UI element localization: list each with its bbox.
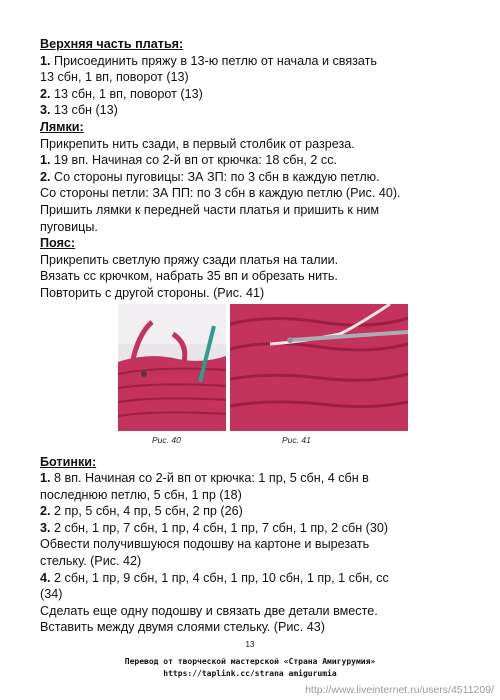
step-text: 13 сбн, 1 вп, поворот (13)	[40, 70, 189, 85]
text-line	[40, 202, 470, 219]
text-line	[40, 152, 470, 169]
step-text: Сделать еще одну подошву и связать две детали вместе.	[40, 603, 378, 618]
step-text: стельку. (Рис. 42)	[40, 554, 142, 569]
step-text: Пришить лямки к передней части платья и пришить к ним	[40, 202, 380, 217]
section-title: Ботинки:	[40, 454, 97, 469]
section-top	[40, 36, 470, 119]
step-number: 4.	[40, 570, 51, 585]
step-text: 19 вп. Начиная со 2-й вп от крючка: 18 сбн, 2 сс.	[50, 153, 337, 168]
figure-40-caption: Рис. 40	[152, 434, 181, 445]
step-number: 2.	[40, 86, 51, 101]
text-line	[40, 553, 470, 570]
figure-41-photo	[230, 304, 408, 431]
text-line	[40, 470, 470, 487]
step-number: 3.	[40, 520, 51, 535]
section-boots	[40, 454, 470, 637]
step-number: 1.	[40, 153, 51, 168]
text-line	[40, 185, 470, 202]
page-number: 13	[245, 640, 255, 649]
section-lines	[40, 252, 470, 302]
text-line	[40, 169, 470, 186]
text-line	[40, 536, 470, 553]
step-number: 2.	[40, 169, 51, 184]
text-line	[40, 570, 470, 587]
step-text: последнюю петлю, 5 сбн, 1 пр (18)	[40, 487, 242, 502]
text-line	[40, 86, 470, 103]
section-title: Лямки:	[40, 119, 84, 134]
step-text: Со стороны петли: ЗА ПП: по 3 сбн в каждую петлю (Рис. 40).	[40, 186, 401, 201]
text-line	[40, 53, 470, 70]
footer-credit: Перевод от творческой мастерской «Страна Амигурумия»	[124, 657, 376, 666]
section-lines	[40, 470, 470, 636]
text-line	[40, 487, 470, 504]
footer-link[interactable]: https://taplink.cc/strana amigurumia	[163, 669, 337, 678]
text-line	[40, 252, 470, 269]
watermark-url: http://www.liveinternet.ru/users/4511209/	[305, 684, 494, 696]
text-line	[40, 619, 470, 636]
step-text: 2 пр, 5 сбн, 4 пр, 5 сбн, 2 пр (26)	[50, 504, 243, 519]
step-text: Вязать сс крючком, набрать 35 вп и обрезать нить.	[40, 269, 338, 284]
step-text: Со стороны пуговицы: ЗА ЗП: по 3 сбн в каждую петлю.	[50, 169, 380, 184]
text-line	[40, 69, 470, 86]
section-lines	[40, 136, 470, 236]
step-number: 1.	[40, 471, 51, 486]
step-text: Прикрепить светлую пряжу сзади платья на талии.	[40, 252, 339, 267]
step-text: Прикрепить нить сзади, в первый столбик от разреза.	[40, 136, 355, 151]
step-text: (34)	[40, 587, 63, 602]
text-line	[40, 520, 470, 537]
section-title: Пояс:	[40, 236, 76, 251]
section-lines	[40, 53, 470, 119]
step-text: 2 сбн, 1 пр, 9 сбн, 1 пр, 4 сбн, 1 пр, 10 сбн, 1 пр, 1 сбн, сс	[50, 570, 389, 585]
text-line	[40, 586, 470, 603]
figure-40-photo	[118, 304, 226, 431]
step-text: Присоединить пряжу в 13-ю петлю от начала и связать	[50, 53, 377, 68]
text-line	[40, 603, 470, 620]
step-number: 3.	[40, 103, 51, 118]
step-text: Повторить с другой стороны. (Рис. 41)	[40, 285, 265, 300]
step-text: 2 сбн, 1 пр, 7 сбн, 1 пр, 4 сбн, 1 пр, 7 сбн, 1 пр, 2 сбн (30)	[50, 520, 389, 535]
step-text: пуговицы.	[40, 219, 98, 234]
section-straps	[40, 119, 470, 235]
section-title: Верхняя часть платья:	[40, 37, 184, 51]
step-number: 1.	[40, 53, 51, 68]
figure-row	[40, 304, 470, 454]
figure-41-caption: Рис. 41	[282, 434, 311, 445]
text-line	[40, 503, 470, 520]
section-belt	[40, 235, 470, 301]
step-text: 8 вп. Начиная со 2-й вп от крючка: 1 пр, 5 сбн, 4 сбн в	[50, 471, 369, 486]
step-number: 2.	[40, 504, 51, 519]
step-text: 13 сбн (13)	[50, 103, 118, 118]
step-text: 13 сбн, 1 вп, поворот (13)	[50, 86, 203, 101]
text-line	[40, 219, 470, 236]
step-text: Обвести получившуюся подошву на картоне и вырезать	[40, 537, 370, 552]
text-line	[40, 136, 470, 153]
text-line	[40, 102, 470, 119]
text-line	[40, 268, 470, 285]
text-line	[40, 285, 470, 302]
document-body	[40, 36, 470, 636]
step-text: Вставить между двумя слоями стельку. (Рис. 43)	[40, 620, 325, 635]
